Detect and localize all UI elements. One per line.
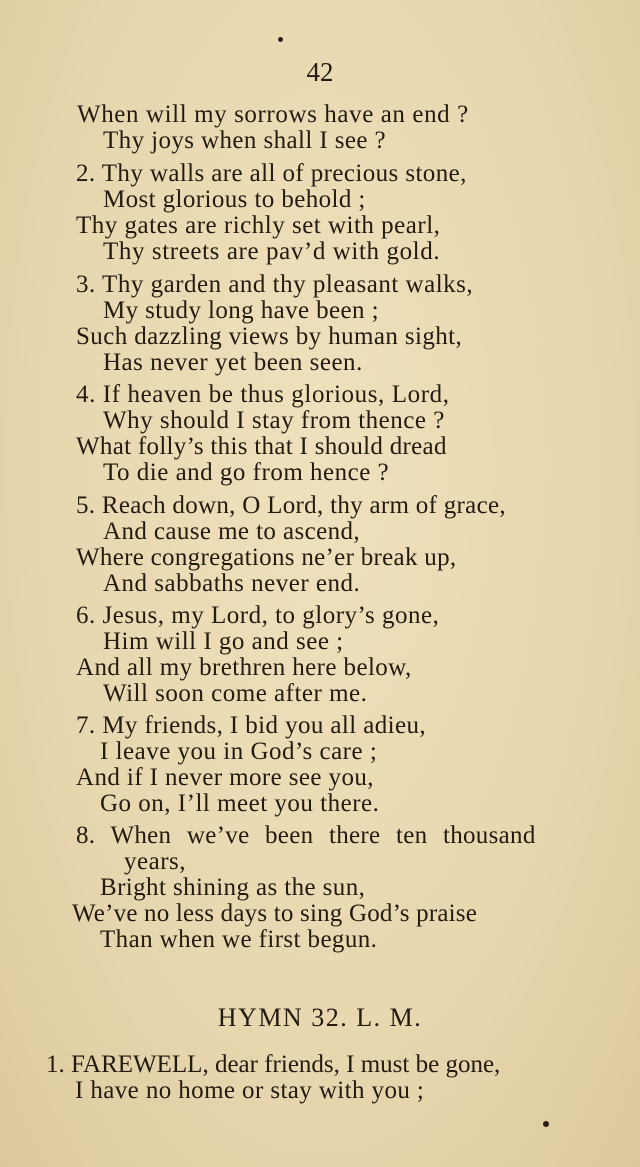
verse-8-line-3: We’ve no less days to sing God’s praise — [72, 900, 478, 927]
verse-4-line-3: What folly’s this that I should dread — [76, 433, 447, 460]
verse-2-line-1: 2. Thy walls are all of precious stone, — [76, 160, 467, 187]
verse-5-line-2: And cause me to ascend, — [103, 518, 361, 545]
page-number: 42 — [306, 57, 334, 87]
verse-3-line-4: Has never yet been seen. — [103, 349, 363, 376]
verse-5-line-3: Where congregations ne’er break up, — [76, 544, 457, 571]
verse-1-line-2: Thy joys when shall I see ? — [103, 127, 386, 154]
verse-6-line-1: 6. Jesus, my Lord, to glory’s gone, — [76, 602, 440, 629]
verse-6-line-3: And all my brethren here below, — [76, 654, 412, 681]
verse-7-line-4: Go on, I’ll meet you there. — [100, 790, 380, 817]
verse-5-line-4: And sabbaths never end. — [103, 570, 361, 597]
verse-3-line-1: 3. Thy garden and thy pleasant walks, — [76, 271, 474, 298]
verse-2-line-2: Most glorious to behold ; — [103, 186, 366, 213]
verse-4-line-1: 4. If heaven be thus glorious, Lord, — [76, 381, 450, 408]
verse-2-line-4: Thy streets are pav’d with gold. — [103, 238, 441, 265]
next-hymn-line-1: 1. FAREWELL, dear friends, I must be gone, — [46, 1051, 501, 1078]
verse-8-line-1: 8. When we’ve been there ten thousand — [76, 822, 536, 849]
verse-7-line-2: I leave you in God’s care ; — [100, 738, 378, 765]
verse-3-line-2: My study long have been ; — [103, 297, 379, 324]
verse-6-line-2: Him will I go and see ; — [103, 628, 344, 655]
verse-4-line-4: To die and go from hence ? — [103, 459, 390, 486]
next-hymn-line-2: I have no home or stay with you ; — [75, 1077, 425, 1104]
verse-8-line-4: Than when we first begun. — [100, 926, 378, 953]
verse-7-line-1: 7. My friends, I bid you all adieu, — [76, 712, 427, 739]
verse-8-line-2: Bright shining as the sun, — [100, 874, 366, 901]
verse-2-line-3: Thy gates are richly set with pearl, — [76, 212, 441, 239]
verse-3-line-3: Such dazzling views by human sight, — [76, 323, 463, 350]
verse-8-line-1-wrap: years, — [124, 848, 186, 875]
verse-6-line-4: Will soon come after me. — [103, 680, 368, 707]
verse-4-line-2: Why should I stay from thence ? — [103, 407, 445, 434]
hymn-heading: HYMN 32. L. M. — [217, 1003, 423, 1032]
ink-speck — [543, 1121, 549, 1127]
verse-7-line-3: And if I never more see you, — [76, 764, 374, 791]
verse-5-line-1: 5. Reach down, O Lord, thy arm of grace, — [76, 492, 506, 519]
verse-1-line-1: When will my sorrows have an end ? — [77, 101, 469, 128]
ink-speck — [278, 37, 283, 42]
